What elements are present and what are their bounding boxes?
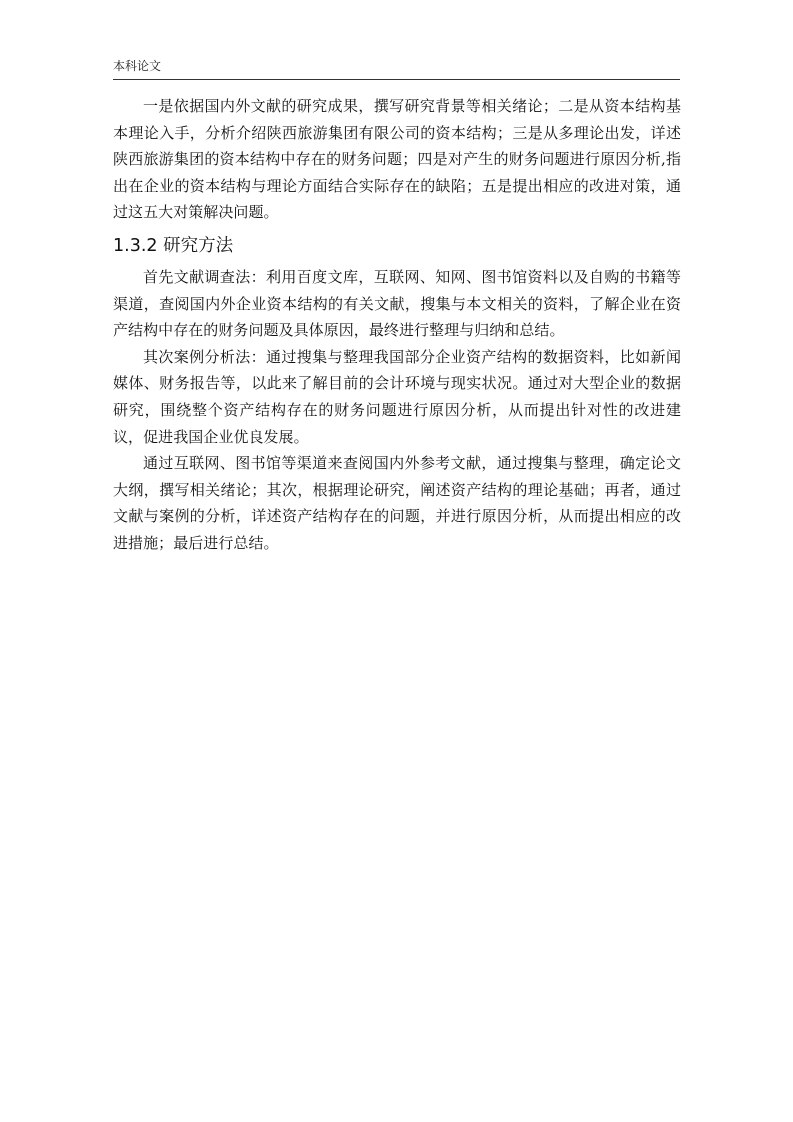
paragraph-research-process: 通过互联网、图书馆等渠道来查阅国内外参考文献，通过搜集与整理，确定论文大纲，撰写相关绪论；其次，根据理论研究，阐述资产结构的理论基础；再者，通过文献与案例的分析，详述资产结构存在的问题，并进行原因分析，从而提出相应的改进措施；最后进行总结。 (113, 454, 681, 552)
body-text (113, 93, 681, 557)
paragraph-case-analysis-method: 其次案例分析法：通过搜集与整理我国部分企业资产结构的数据资料，比如新闻媒体、财务报告等，以此来了解目前的会计环境与现实状况。通过对大型企业的数据研究，围绕整个资产结构存在的财务问题进行原因分析，从而提出针对性的改进建议，促进我国企业优良发展。 (113, 347, 681, 446)
header-divider (113, 79, 680, 80)
paragraph-literature-method: 首先文献调查法：利用百度文库，互联网、知网、图书馆资料以及自购的书籍等渠道，查阅国内外企业资本结构的有关文献，搜集与本文相关的资料，了解企业在资产结构中存在的财务问题及具体原因，最终进行整理与归纳和总结。 (113, 267, 681, 340)
section-heading: 1.3.2 研究方法 (113, 235, 234, 256)
running-header-title: 本科论文 (113, 59, 162, 73)
intro-paragraph: 一是依据国内外文献的研究成果，撰写研究背景等相关绪论；二是从资本结构基本理论入手，分析介绍陕西旅游集团有限公司的资本结构；三是从多理论出发，详述陕西旅游集团的资本结构中存在的财务问题；四是对产生的财务问题进行原因分析,指出在企业的资本结构与理论方面结合实际存在的缺陷；五是提出相应的改进对策，通过这五大对策解决问题。 (113, 97, 681, 222)
